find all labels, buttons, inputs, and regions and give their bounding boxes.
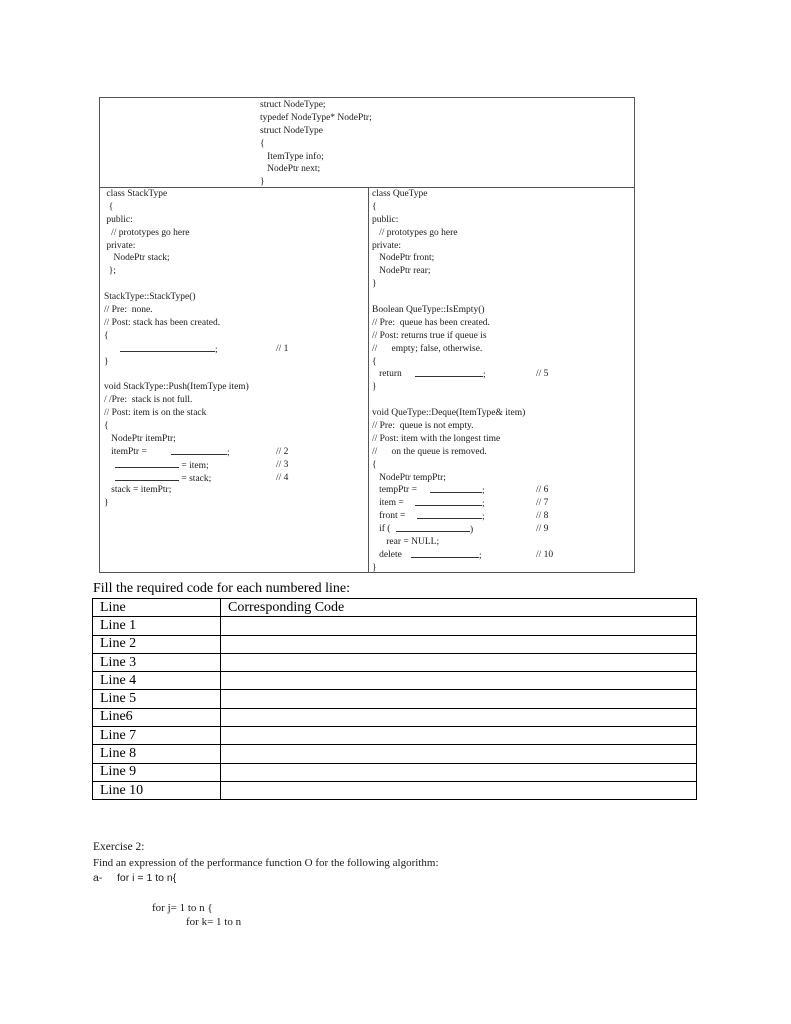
struct-code-line: } (260, 177, 265, 188)
comment-line-3: // 3 (276, 460, 289, 470)
stack-code-line: NodePtr stack; (104, 253, 170, 264)
code-answer-cell[interactable] (221, 617, 697, 635)
queue-code-line: void QueType::Deque(ItemType& item) (372, 408, 526, 419)
code-answer-cell[interactable] (221, 781, 697, 799)
table-row (93, 763, 697, 781)
stack-code-line: } (104, 356, 109, 367)
line-label: Line 5 (93, 690, 221, 708)
stack-code-line: // Post: item is on the stack (104, 408, 207, 419)
line-label: Line 3 (93, 653, 221, 671)
blank-line-6: ; (430, 484, 485, 498)
queue-code-line: } (372, 382, 377, 393)
comment-line-6: // 6 (536, 485, 549, 495)
queue-code-line: } (372, 279, 377, 290)
table-row (93, 617, 697, 635)
queue-code-line: // Post: item with the longest time (372, 433, 501, 444)
queue-code-line: { (372, 459, 377, 470)
queue-code-line: NodePtr rear; (372, 266, 431, 277)
blank-line-2: ; (171, 446, 230, 460)
blank-line-9: ) (396, 523, 473, 537)
line-label: Line6 (93, 708, 221, 726)
stack-code-line: { (104, 330, 109, 341)
table-row (93, 690, 697, 708)
code-answer-cell[interactable] (221, 690, 697, 708)
code-listing-box (99, 97, 635, 573)
line-label: Line 2 (93, 635, 221, 653)
queue-code-line: { (372, 356, 377, 367)
queue-code-line: Boolean QueType::IsEmpty() (372, 305, 485, 316)
stack-code-line: StackType::StackType() (104, 292, 196, 303)
queue-code-line: tempPtr = (372, 485, 417, 496)
code-answer-cell[interactable] (221, 745, 697, 763)
queue-code-line: // on the queue is removed. (372, 446, 487, 457)
queue-code-line: // Post: returns true if queue is (372, 330, 487, 341)
line-label: Line 9 (93, 763, 221, 781)
line-label: Line 10 (93, 781, 221, 799)
queue-code-line: if ( (372, 524, 391, 535)
comment-line-9: // 9 (536, 524, 549, 534)
table-row (93, 727, 697, 745)
struct-code-line: struct NodeType (260, 125, 323, 136)
comment-line-7: // 7 (536, 498, 549, 508)
stack-code-line (104, 278, 249, 291)
table-row (93, 708, 697, 726)
queue-code-line: // Pre: queue has been created. (372, 317, 490, 328)
queue-code-line: public: (372, 214, 399, 225)
queue-code-line: } (372, 562, 377, 573)
struct-code-line: typedef NodeType* NodePtr; (260, 112, 372, 123)
stack-code-line: void StackType::Push(ItemType item) (104, 382, 249, 393)
line-label: Line 7 (93, 727, 221, 745)
queue-code-line: // Pre: queue is not empty. (372, 421, 474, 432)
stack-code-line: / /Pre: stack is not full. (104, 395, 193, 406)
queue-code-line (372, 394, 525, 407)
queue-code-line: delete (372, 549, 402, 560)
stack-code-line: }; (104, 266, 116, 277)
stack-code-line: class StackType (104, 189, 168, 199)
blank-line-10: ; (411, 549, 482, 563)
comment-line-2: // 2 (276, 447, 289, 457)
blank-line-8: ; (417, 510, 485, 524)
stack-code-line: { (104, 201, 114, 212)
queue-code-line: NodePtr front; (372, 253, 435, 264)
comment-line-8: // 8 (536, 511, 549, 521)
blank-line-1: ; (120, 343, 218, 357)
exercise-title: Exercise 2: (93, 841, 145, 853)
struct-code-line: { (260, 138, 265, 149)
stack-code-line: private: (104, 240, 136, 251)
blank-line-5: ; (415, 368, 486, 382)
struct-code-line: ItemType info; (260, 151, 324, 162)
loop-k: for k= 1 to n (186, 916, 242, 928)
blank-line-4: = stack; (115, 472, 211, 486)
code-answer-cell[interactable] (221, 635, 697, 653)
blank-line-3: = item; (115, 459, 209, 473)
line-label: Line 1 (93, 617, 221, 635)
queue-code-line (372, 291, 525, 304)
fill-instructions: Fill the required code for each numbered line: (93, 581, 350, 596)
stack-code-line: stack = itemPtr; (104, 485, 172, 496)
comment-line-1: // 1 (276, 344, 289, 354)
loop-i: for i = 1 to n{ (117, 872, 177, 884)
line-label: Line 4 (93, 672, 221, 690)
blank-line-7: ; (415, 497, 485, 511)
stack-code-line: // prototypes go here (104, 227, 190, 238)
queue-code-line: item = (372, 498, 404, 509)
code-answer-cell[interactable] (221, 708, 697, 726)
stack-code-line: public: (104, 214, 133, 225)
queue-code-line: rear = NULL; (372, 537, 440, 548)
table-row (93, 745, 697, 763)
struct-code-line: NodePtr next; (260, 164, 321, 175)
table-row (93, 672, 697, 690)
queue-code-line: front = (372, 511, 406, 522)
header-line: Line (93, 599, 221, 617)
queue-code-line: // prototypes go here (372, 227, 458, 238)
table-row (93, 635, 697, 653)
queue-code-line: { (372, 201, 377, 212)
stack-code-line: // Pre: none. (104, 305, 153, 316)
queue-code-line: return (372, 369, 402, 380)
queue-code-line: NodePtr tempPtr; (372, 472, 446, 483)
queue-code-line: // empty; false, otherwise. (372, 343, 483, 354)
stack-code-line: // Post: stack has been created. (104, 317, 221, 328)
table-row (93, 653, 697, 671)
code-answer-cell[interactable] (221, 672, 697, 690)
comment-line-5: // 5 (536, 369, 549, 379)
answer-table (92, 598, 697, 800)
stack-code-line: } (104, 498, 109, 509)
header-code: Corresponding Code (221, 599, 697, 617)
table-header-row (93, 599, 697, 617)
queue-code-line: class QueType (372, 189, 428, 199)
stack-code-line: { (104, 421, 109, 432)
comment-line-4: // 4 (276, 473, 289, 483)
struct-declaration (260, 99, 372, 189)
item-label: a- (93, 872, 103, 884)
struct-code-line: struct NodeType; (260, 100, 326, 110)
code-answer-cell[interactable] (221, 653, 697, 671)
queue-code-line: private: (372, 240, 402, 251)
code-answer-cell[interactable] (221, 763, 697, 781)
code-answer-cell[interactable] (221, 727, 697, 745)
stack-code-line (104, 368, 249, 381)
comment-line-10: // 10 (536, 550, 554, 560)
line-label: Line 8 (93, 745, 221, 763)
divider-vertical (368, 187, 369, 572)
table-row (93, 781, 697, 799)
stack-code-line: itemPtr = (104, 446, 147, 457)
exercise-prompt: Find an expression of the performance function O for the following algorithm: (93, 857, 439, 869)
stack-code-line: NodePtr itemPtr; (104, 433, 176, 444)
loop-j: for j= 1 to n { (152, 902, 213, 914)
